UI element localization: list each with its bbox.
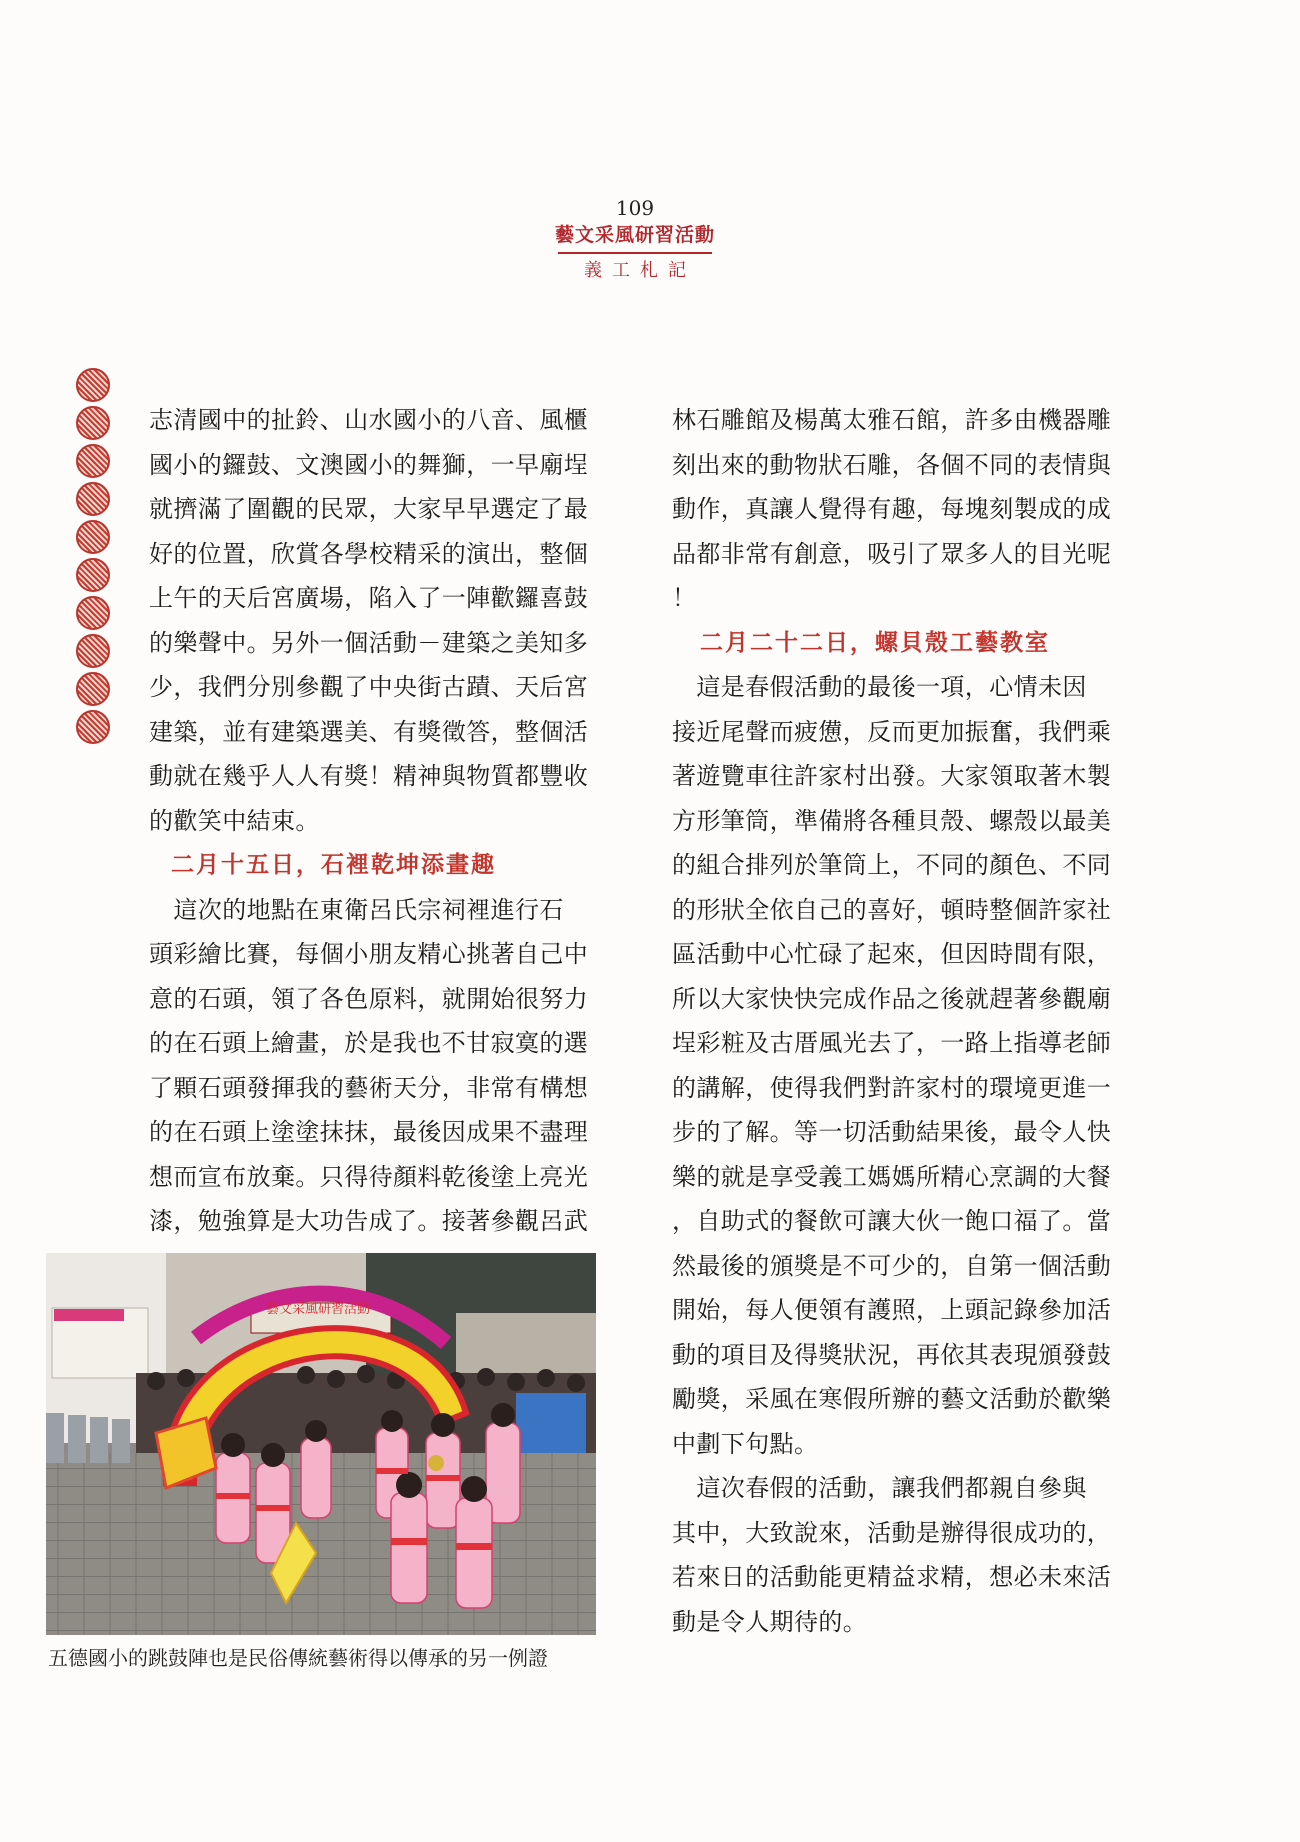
seal-stamp-icon — [76, 368, 110, 402]
text-line: 漆，勉強算是大功告成了。接著參觀呂武 — [149, 1207, 589, 1235]
text-line: 林石雕館及楊萬太雅石館，許多由機器雕 — [672, 406, 1112, 434]
text-line: 區活動中心忙碌了起來，但因時間有限， — [672, 940, 1112, 968]
page-header — [550, 196, 720, 286]
text-line: 就擠滿了圍觀的民眾，大家早早選定了最 — [149, 495, 589, 523]
seal-stamp-icon — [76, 634, 110, 668]
text-line: 這次春假的活動，讓我們都親自參與 — [672, 1474, 1087, 1502]
series-subtitle: 義工札記 — [584, 260, 696, 281]
text-line: 樂的就是享受義工媽媽所精心烹調的大餐 — [672, 1162, 1112, 1191]
text-line: 國小的鑼鼓、文澳國小的舞獅，一早廟埕 — [149, 450, 589, 479]
seal-stamp-column — [74, 368, 112, 748]
seal-stamp-icon — [76, 406, 110, 440]
seal-stamp-icon — [76, 482, 110, 516]
text-line: 的歡笑中結束。 — [149, 806, 320, 835]
text-line: 意的石頭，領了各色原料，就開始很努力 — [149, 984, 589, 1013]
text-line: 頭彩繪比賽，每個小朋友精心挑著自己中 — [149, 940, 589, 968]
seal-stamp-icon — [76, 672, 110, 706]
photo-illustration — [46, 1253, 596, 1635]
text-line: 開始，每人便領有護照，上頭記錄參加活 — [672, 1296, 1112, 1324]
text-line: 動就在幾乎人人有獎！精神與物質都豐收 — [149, 762, 589, 790]
text-line: 所以大家快快完成作品之後就趕著參觀廟 — [672, 984, 1112, 1013]
text-line: 動的項目及得獎狀況，再依其表現頒發鼓 — [672, 1340, 1112, 1369]
text-line: 步的了解。等一切活動結果後，最令人快 — [672, 1118, 1112, 1146]
text-line: 的樂聲中。另外一個活動－建築之美知多 — [149, 628, 589, 657]
text-line: 這次的地點在東衛呂氏宗祠裡進行石 — [149, 895, 564, 924]
text-line: ，自助式的餐飲可讓大伙一飽口福了。當 — [672, 1207, 1112, 1235]
text-line: 其中，大致說來，活動是辦得很成功的， — [672, 1518, 1112, 1547]
section-heading-feb-15: 二月十五日，石裡乾坤添畫趣 — [171, 852, 496, 878]
text-line: 了顆石頭發揮我的藝術天分，非常有構想 — [149, 1073, 589, 1102]
text-line: 埕彩粧及古厝風光去了，一路上指導老師 — [672, 1029, 1112, 1057]
seal-stamp-icon — [76, 596, 110, 630]
text-line: 這是春假活動的最後一項，心情未因 — [672, 673, 1087, 701]
text-line: 然最後的頒獎是不可少的，自第一個活動 — [672, 1251, 1112, 1280]
text-line: 方形筆筒，準備將各種貝殼、螺殼以最美 — [672, 806, 1112, 835]
page-number: 109 — [615, 196, 655, 220]
text-line: 的在石頭上塗塗抹抹，最後因成果不盡理 — [149, 1118, 589, 1146]
text-line: 上午的天后宮廣場，陷入了一陣歡鑼喜鼓 — [149, 584, 589, 612]
text-line: 品都非常有創意，吸引了眾多人的目光呢 — [672, 539, 1112, 568]
text-line: 刻出來的動物狀石雕，各個不同的表情與 — [672, 450, 1112, 479]
left-paragraph-2 — [149, 888, 589, 1244]
text-line: 建築，並有建築選美、有獎徵答，整個活 — [149, 717, 589, 746]
header-divider — [558, 252, 712, 254]
arch-sign-text: 藝文采風研習活動 — [266, 1302, 371, 1317]
text-line: ！ — [672, 584, 697, 612]
text-line: 少，我們分別參觀了中央街古蹟、天后宮 — [149, 673, 589, 701]
photo-caption: 五德國小的跳鼓陣也是民俗傳統藝術得以傳承的另一例證 — [48, 1646, 548, 1670]
seal-stamp-icon — [76, 444, 110, 478]
seal-stamp-icon — [76, 710, 110, 744]
drum-troupe-photo — [46, 1253, 596, 1635]
right-paragraph-2 — [672, 665, 1112, 1644]
text-line: 的講解，使得我們對許家村的環境更進一 — [672, 1073, 1112, 1102]
left-text-column — [149, 398, 589, 1244]
series-title: 藝文采風研習活動 — [554, 224, 715, 246]
text-line: 的在石頭上繪畫，於是我也不甘寂寞的選 — [149, 1029, 589, 1057]
text-line: 好的位置，欣賞各學校精采的演出，整個 — [149, 539, 589, 568]
text-line: 中劃下句點。 — [672, 1429, 819, 1458]
text-line: 著遊覽車往許家村出發。大家領取著木製 — [672, 762, 1112, 790]
text-line: 的組合排列於筆筒上，不同的顏色、不同 — [672, 851, 1112, 879]
text-line: 想而宣布放棄。只得待顏料乾後塗上亮光 — [149, 1162, 589, 1191]
text-line: 動作，真讓人覺得有趣，每塊刻製成的成 — [672, 495, 1112, 523]
left-paragraph-1 — [149, 398, 589, 843]
section-heading-feb-22: 二月二十二日，螺貝殼工藝教室 — [700, 629, 1050, 656]
right-text-column — [672, 398, 1112, 1644]
right-paragraph-1 — [672, 398, 1112, 621]
text-line: 動是令人期待的。 — [672, 1607, 868, 1636]
text-line: 若來日的活動能更精益求精，想必未來活 — [672, 1563, 1112, 1591]
text-line: 的形狀全依自己的喜好，頓時整個許家社 — [672, 895, 1112, 924]
text-line: 志清國中的扯鈴、山水國小的八音、風櫃 — [149, 406, 589, 434]
seal-stamp-icon — [76, 520, 110, 554]
text-line: 勵獎，采風在寒假所辦的藝文活動於歡樂 — [672, 1385, 1112, 1413]
seal-stamp-icon — [76, 558, 110, 592]
text-line: 接近尾聲而疲憊，反而更加振奮，我們乘 — [672, 717, 1112, 746]
